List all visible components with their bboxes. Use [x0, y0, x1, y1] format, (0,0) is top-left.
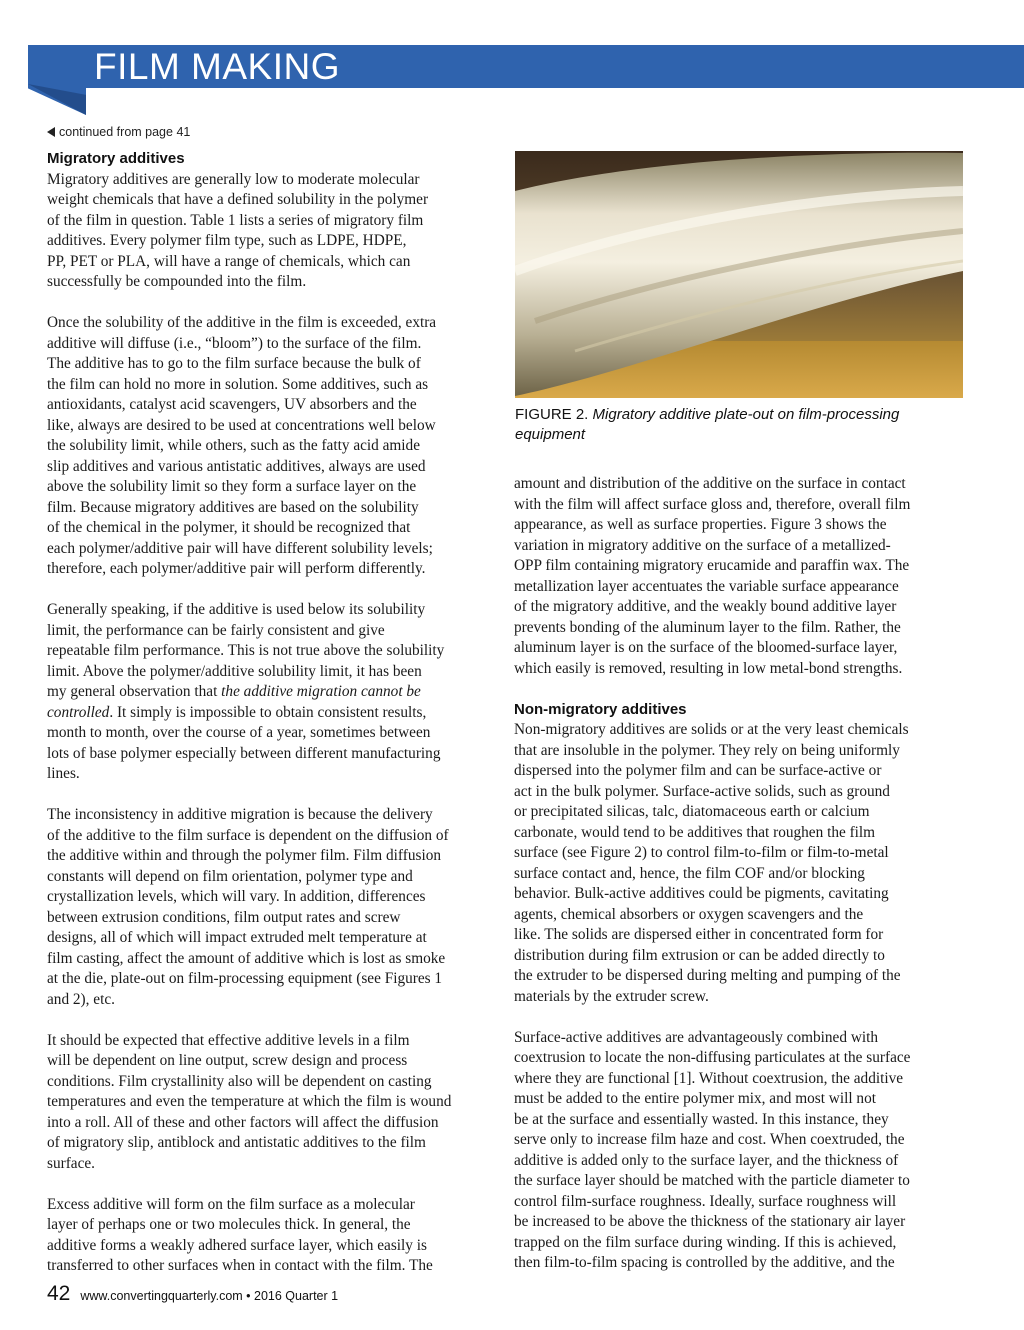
roller-photo-image — [515, 151, 963, 398]
continued-note — [47, 125, 190, 139]
text-span: . It simply is impossible to obtain consistent results, month to month, over the course of a year, sometimes between lots of base polymer especially between different manufacturing lines. — [47, 703, 441, 782]
publication-info: www.convertingquarterly.com • 2016 Quarter 1 — [80, 1289, 339, 1303]
paragraph: The inconsistency in additive migration is because the delivery of the additive to the film surface is dependent on the diffusion of the additive within and through the polymer film. Film diffusion constants will depend on film orientation, polymer type and crystallization levels, which will vary. In addition, differences between extrusion conditions, film output rates and screw designs, all of which will impact extruded melt temperature at film casting, affect the amount of additive which is lost as smoke at the die, plate-out on film-processing equipment (see Figures 1 and 2), etc. — [47, 806, 449, 1008]
page-footer — [47, 1282, 338, 1306]
paragraph: amount and distribution of the additive on the surface in contact with the film will affect surface gloss and, therefore, overall film appearance, as well as surface properties. Figure 3 shows the variation in migratory additive on the surface of a metallized- OPP film containing migratory erucamide and paraffin wax. The metallization layer accentuates the variable surface appearance of the migratory additive, and the weakly bound additive layer prevents bonding of the aluminum layer to the film. Rather, the aluminum layer is on the surface of the bloomed-surface layer, which easily is removed, resulting in low metal-bond strengths. — [514, 475, 911, 677]
figure-caption — [515, 405, 960, 445]
triangle-left-icon — [47, 127, 55, 137]
paragraph — [47, 600, 495, 785]
left-column — [47, 149, 495, 1277]
paragraph: Non-migratory additives are solids or at the very least chemicals that are insoluble in the polymer. They rely on being uniformly dispersed into the polymer film and can be surface-active or act in the bulk polymer. Surface-active solids, such as ground or precipitated silicas, talc, diatomaceous earth or calcium carbonate, would tend to be additives that roughen the film surface (see Figure 2) to control film-to-film or film-to-metal surface contact and, hence, the film COF and/or blocking behavior. Bulk-active additives could be pigments, cavitating agents, chemical absorbers or oxygen scavengers and the like. The solids are dispersed either in concentrated form for distribution during film extrusion or can be added directly to the extruder to be dispersed during melting and pumping of the materials by the extruder screw. — [514, 721, 909, 1005]
page-number: 42 — [47, 1282, 71, 1305]
paragraph: Once the solubility of the additive in the film is exceeded, extra additive will diffuse (i.e., “bloom”) to the surface of the film. The additive has to go to the film surface because the bulk of the film can hold no more in solution. Some additives, such as antioxidants, catalyst acid scavengers, UV absorbers and the like, always are desired to be used at concentrations well below the solubility limit, while others, such as the fatty acid amide slip additives and various antistatic additives, always are used above the solubility limit so they form a surface layer on the film. Because migratory additives are based on the solubility of the chemical in the polymer, it should be recognized that each polymer/additive pair will have different solubility levels; therefore, each polymer/additive pair will perform differently. — [47, 314, 437, 577]
figure-2-photo — [515, 151, 963, 398]
paragraph: Excess additive will form on the film surface as a molecular layer of perhaps one or two molecules thick. In general, the additive forms a weakly adhered surface layer, which easily is transferred to other surfaces when in contact with the film. The — [47, 1195, 433, 1274]
figure-caption-text: Migratory additive plate-out on film-processing equipment — [515, 406, 900, 443]
figure-label: FIGURE 2. — [515, 406, 589, 423]
paragraph: Migratory additives are generally low to moderate molecular weight chemicals that have a defined solubility in the polymer of the film in question. Table 1 lists a series of migratory film additives. Every polymer film type, such as LDPE, HDPE, PP, PET or PLA, will have a range of chemicals, which can successfully be compounded into the film. — [47, 170, 429, 290]
continued-text: continued from page 41 — [59, 125, 191, 139]
heading-migratory-additives: Migratory additives — [47, 150, 185, 167]
italic-emphasis: the additive migration cannot be controlled — [47, 683, 421, 721]
right-column — [514, 474, 962, 1274]
paragraph: It should be expected that effective additive levels in a film will be dependent on line output, screw design and process conditions. Film crystallinity also will be dependent on casting temperatures and even the temperature at which the film is wound into a roll. All of these and other factors will affect the diffusion of migratory slip, antiblock and antistatic additives to the film surface. — [47, 1031, 452, 1172]
paragraph: Surface-active additives are advantageously combined with coextrusion to locate the non-diffusing particulates at the surface where they are functional [1]. Without coextrusion, the additive must be added to the entire polymer mix, and most will not be at the surface and essentially wasted. In this instance, they serve only to increase film haze and cost. When coextruded, the additive is added only to the surface layer, and the thickness of the surface layer should be matched with the particle diameter to control film-surface roughness. Ideally, surface roughness will be increased to be above the thickness of the stationary air layer trapped on the film surface during winding. If this is achieved, then film-to-film spacing is controlled by the additive, and the — [514, 1028, 911, 1271]
text-span: Generally speaking, if the additive is used below its solubility limit, the performance can be fairly consistent and give repeatable film performance. This is not true above the solubility limit. Above the polymer/additive solubility limit, it has been my general observation that — [47, 601, 445, 700]
section-title: FILM MAKING — [94, 46, 341, 87]
heading-non-migratory-additives: Non-migratory additives — [514, 700, 687, 718]
